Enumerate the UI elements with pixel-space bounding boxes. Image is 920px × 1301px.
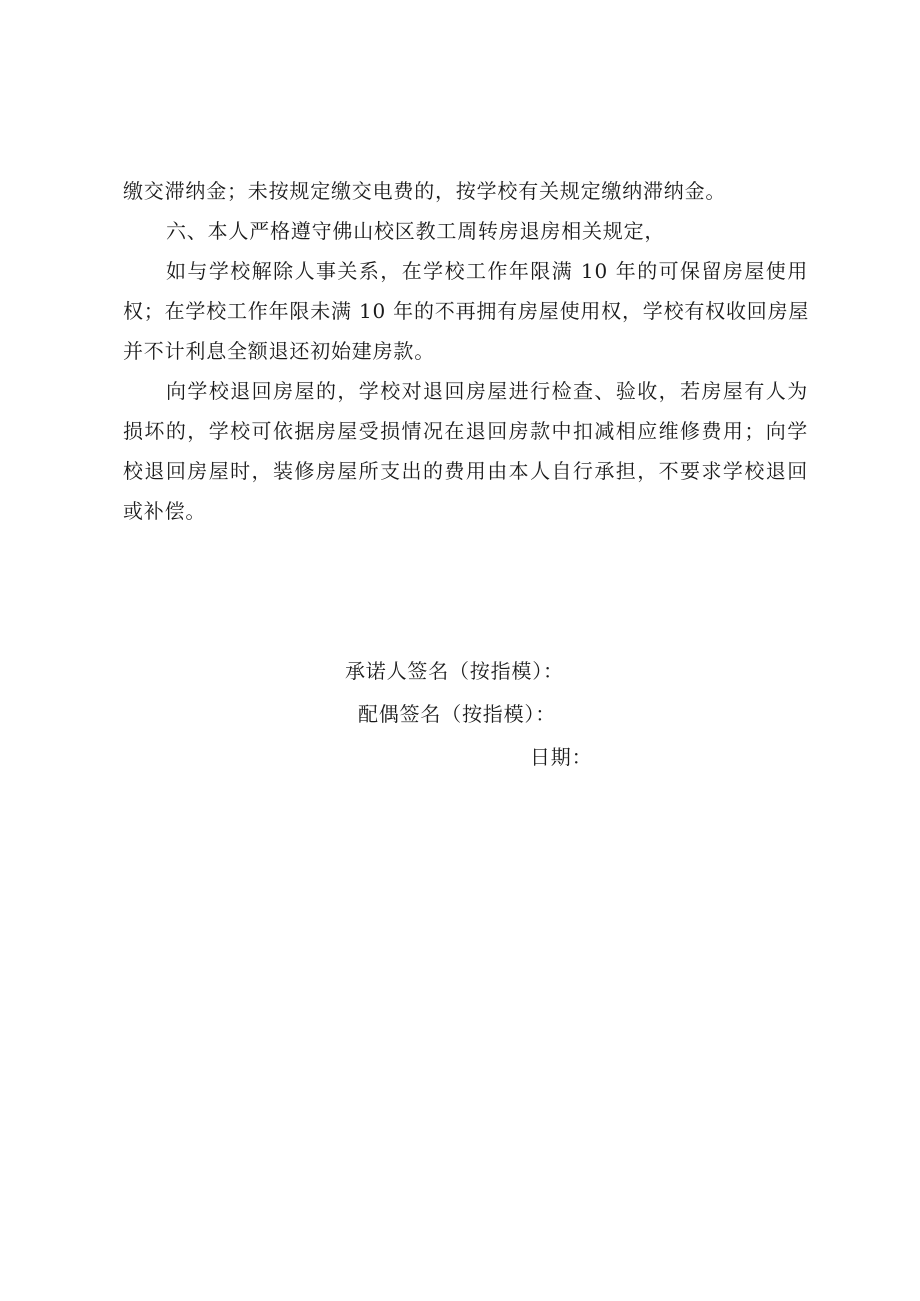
- paragraph-return-line-1: 向学校退回房屋的，学校对退回房屋进行检查、验收，若房屋有人为: [166, 379, 808, 403]
- paragraph-termination-line-1: 如与学校解除人事关系，在学校工作年限满 10 年的可保留房屋使用: [166, 259, 808, 283]
- paragraph-termination-line-2: 权；在学校工作年限未满 10 年的不再拥有房屋使用权，学校有权收回房屋: [123, 299, 810, 323]
- promisor-signature-label: 承诺人签名（按指模）：: [345, 659, 564, 683]
- paragraph-item-six-line-1: 六、本人严格遵守佛山校区教工周转房退房相关规定，: [166, 219, 666, 243]
- paragraph-return-line-4: 或补偿。: [123, 499, 207, 523]
- spouse-signature-label: 配偶签名（按指模）：: [358, 702, 556, 726]
- paragraph-return-line-2: 损坏的，学校可依据房屋受损情况在退回房款中扣减相应维修费用；向学: [123, 419, 808, 443]
- paragraph-late-fee-line-1: 缴交滞纳金；未按规定缴交电费的，按学校有关规定缴纳滞纳金。: [123, 179, 727, 203]
- document-body: [123, 171, 808, 531]
- paragraph-termination-line-3: 并不计利息全额退还初始建房款。: [123, 339, 435, 363]
- date-label: 日期：: [530, 745, 593, 769]
- paragraph-return-line-3: 校退回房屋时，装修房屋所支出的费用由本人自行承担，不要求学校退回: [123, 459, 808, 483]
